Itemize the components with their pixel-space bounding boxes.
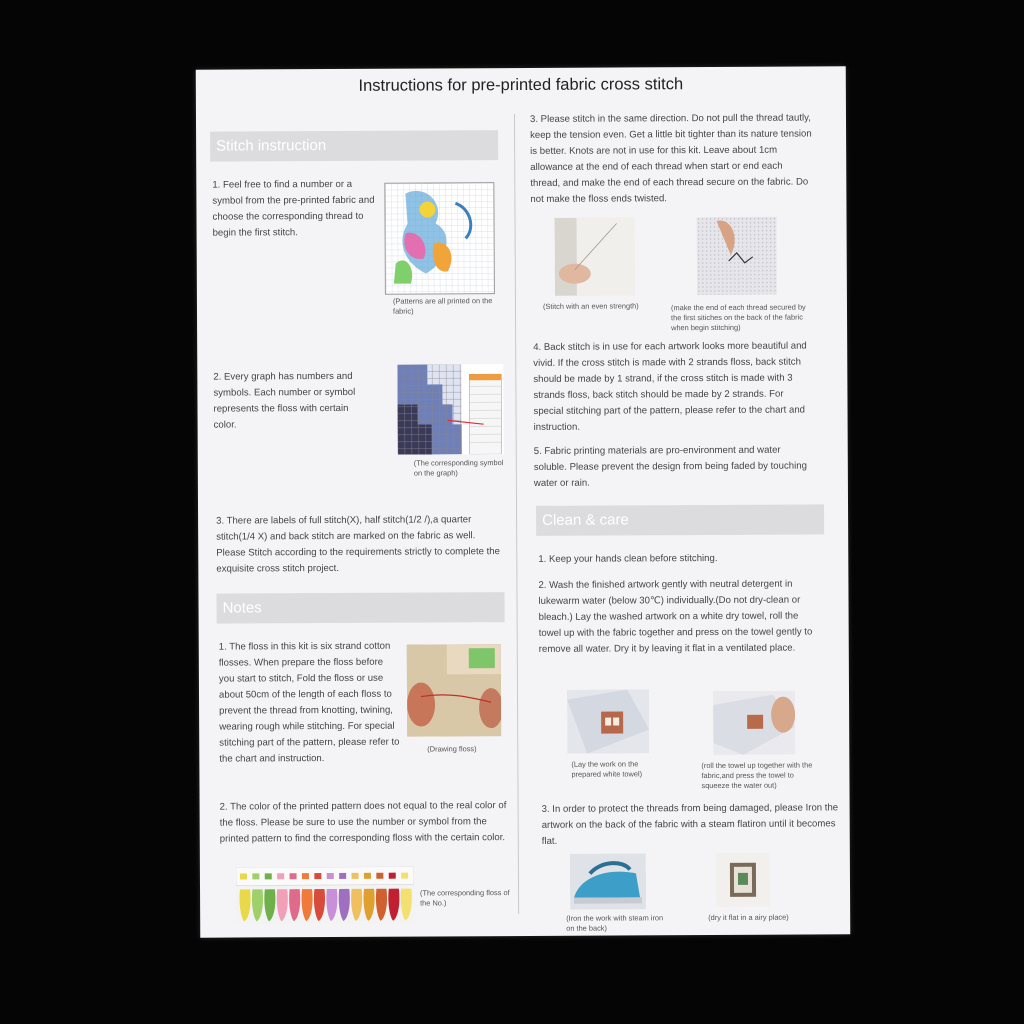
section-header-stitch: Stitch instruction (210, 130, 498, 162)
caption-floss-card: (The corresponding floss of the No.) (420, 888, 510, 908)
stitching-photo (555, 217, 635, 295)
notes-paragraph-2: 2. The color of the printed pattern does not equal to the real color of the floss. Please be sure to use the number or symbol from the printed pattern to find the corresponding floss with the certain color. (219, 800, 507, 845)
caption-roll-towel: (roll the towel up together with the fabric,and press the towel to squeeze the water out) (701, 760, 813, 791)
caption-pattern: (Patterns are all printed on the fabric) (392, 296, 493, 316)
clean-paragraph-3: 3. In order to protect the threads from being damaged, please Iron the artwork on the back of the fabric with a steam flatiron until it becomes flat. (541, 802, 839, 847)
caption-iron: (Iron the work with steam iron on the back) (566, 913, 664, 933)
back-stitch-photo (697, 217, 777, 295)
caption-drawing-floss: (Drawing floss) (427, 744, 477, 754)
right-paragraph-3: 3. Please stitch in the same direction. Do not pull the thread tautly, keep the tension even. Get a little bit tighter than its nature tension is better. Knots are not in use for this kit. Leave about 1cm allowance at the end of each thread when start or end each thread, and make the end of each thread secure on the fabric. Do not make the floss ends twisted. (529, 112, 812, 205)
caption-symbol: (The corresponding symbol on the graph) (413, 458, 504, 478)
floss-card-photo (236, 867, 414, 924)
roll-towel-photo (713, 691, 795, 755)
frame-photo (716, 853, 770, 907)
clean-paragraph-2: 2. Wash the finished artwork gently with neutral detergent in lukewarm water (below 30℃) individually.(Do not dry-clean or bleach.) Lay the washed artwork on a white dry towel, roll the towel up with the fabric together and press on the towel gently to remove all water. Dry it by leaving it flat in a ventilated place. (538, 578, 813, 655)
section-header-notes: Notes (216, 592, 504, 624)
clean-paragraph-1: 1. Keep your hands clean before stitching. (538, 552, 718, 565)
column-divider (514, 114, 519, 914)
page-title: Instructions for pre-printed fabric cross stitch (358, 75, 684, 95)
stitch-paragraph-3: 3. There are labels of full stitch(X), half stitch(1/2 /),a quarter stitch(1/4 X) and back stitch are marked on the fabric as well. Please Stitch according to the requirements strictly to complete the exquisite cross stitch project. (216, 514, 500, 575)
pattern-photo (384, 182, 495, 295)
caption-frame: (dry it flat in a airy place) (708, 912, 789, 923)
towel-photo (567, 689, 649, 753)
right-paragraph-4: 4. Back stitch is in use for each artwork looks more beautiful and vivid. If the cross stitch is made with 2 strands floss, back stitch should be made by 1 strand, if the cross stitch is made with 3 strands floss, back stitch should be made by 2 strands. For special stitching part of the pattern, please refer to the chart and instruction. (533, 340, 807, 433)
instruction-sheet (196, 66, 851, 937)
caption-towel: (Lay the work on the prepared white towel) (571, 759, 643, 779)
stitch-paragraph-2: 2. Every graph has numbers and symbols. Each number or symbol represents the floss with certain color. (213, 370, 356, 431)
right-paragraph-5: 5. Fabric printing materials are pro-environment and water soluble. Please prevent the design from being faded by touching water or rain. (533, 444, 807, 489)
caption-stitching: (Stitch with an even strength) (542, 301, 639, 311)
drawing-floss-photo (407, 644, 501, 736)
symbol-chart-photo (397, 364, 503, 455)
notes-paragraph-1: 1. The floss in this kit is six strand cotton flosses. When prepare the floss before you start to stitch, Fold the floss or use about 50cm of the length of each floss to prevent the thread from knotting, twining, wearing rough while stitching. For special stitching part of the pattern, please refer to the chart and instruction. (218, 640, 400, 765)
section-header-clean: Clean & care (536, 504, 824, 536)
stitch-paragraph-1: 1. Feel free to find a number or a symbol from the pre-printed fabric and choose the corresponding thread to begin the first stitch. (212, 178, 375, 239)
iron-photo (570, 853, 646, 909)
caption-back-stitch: (make the end of each thread secured by the first sitiches on the back of the fabric when begin stitching) (670, 302, 806, 333)
